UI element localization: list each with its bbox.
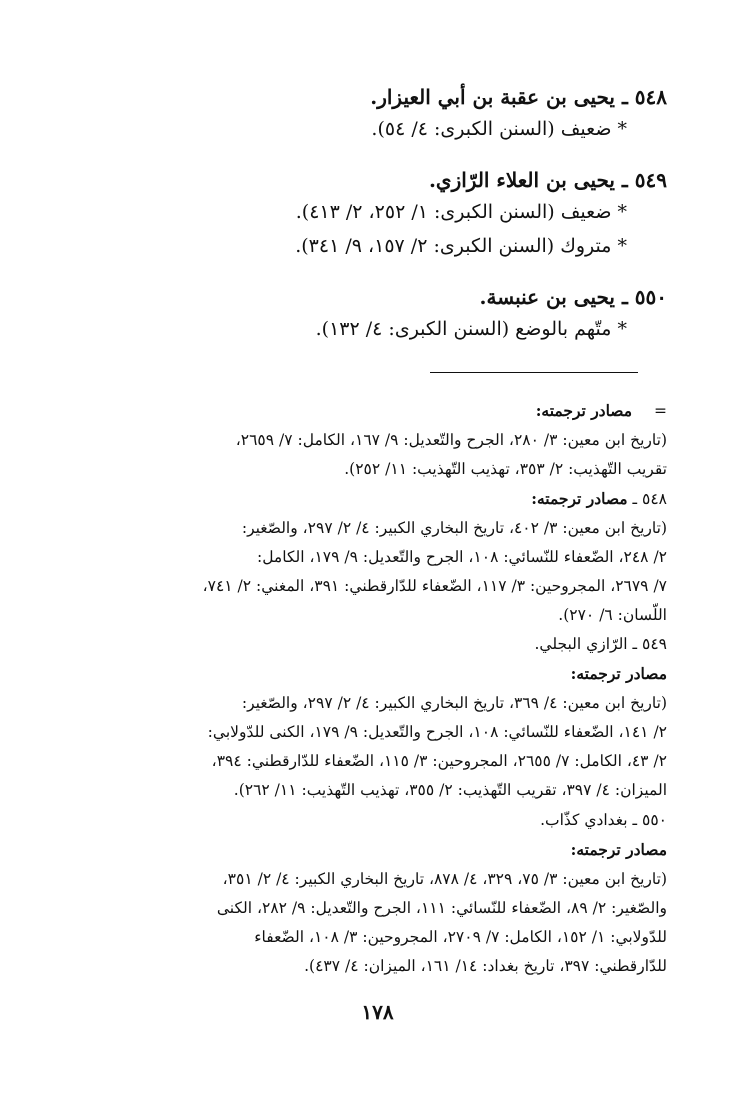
footnote-subtitle: الرّازي البجلي. — [534, 635, 628, 653]
footnote-line: للدّارقطني: ٣٩٧، تاريخ بغداد: ١٤/ ١٦١، الميزان: ٤/ ٤٣٧). — [304, 957, 667, 975]
entry-line: * متّهم بالوضع (السنن الكبرى: ٤/ ١٣٢). — [315, 318, 627, 340]
footnote-marker: ٥٥٠ ـ — [632, 811, 667, 829]
entry-title: ٥٥٠ ـ يحيى بن عنبسة. — [479, 285, 667, 309]
footnote-line: ٧/ ٢٦٧٩، المجروحين: ٣/ ١١٧، الضّعفاء للدّارقطني: ٣٩١، المغني: ٢/ ٧٤١، — [202, 577, 667, 595]
footnote-head: مصادر ترجمته: — [535, 401, 633, 420]
entry-title: ٥٤٩ ـ يحيى بن العلاء الرّازي. — [428, 168, 667, 192]
footnote-549 — [76, 630, 667, 805]
footnote-divider — [430, 372, 638, 373]
footnote-line: للدّولابي: ١/ ١٥٢، الكامل: ٧/ ٢٧٠٩، المجروحين: ٣/ ١٠٨، الضّعفاء — [254, 928, 667, 946]
footnote-line: (تاريخ ابن معين: ٣/ ٢٨٠، الجرح والتّعديل: ٩/ ١٦٧، الكامل: ٧/ ٢٦٥٩، — [235, 431, 667, 449]
footnote-548 — [76, 484, 667, 630]
footnote-line: ٢/ ٤٣، الكامل: ٧/ ٢٦٥٥، المجروحين: ٣/ ١١٥، الضّعفاء للدّارقطني: ٣٩٤، — [211, 752, 667, 770]
footnote-line: والصّغير: ٢/ ٨٩، الضّعفاء للنّسائي: ١١١، الجرح والتّعديل: ٩/ ٢٨٢، الكنى — [216, 899, 667, 917]
footnote-550 — [76, 806, 667, 981]
footnote-head: مصادر ترجمته: — [570, 664, 667, 683]
footnote-line: تقريب التّهذيب: ٢/ ٣٥٣، تهذيب التّهذيب: ١١/ ٢٥٢). — [344, 460, 667, 478]
page-number: ١٧٨ — [361, 1000, 394, 1024]
entry-line: * ضعيف (السنن الكبرى: ٤/ ٥٤). — [371, 118, 627, 140]
footnote-line: (تاريخ ابن معين: ٤/ ٣٦٩، تاريخ البخاري الكبير: ٤/ ٢/ ٢٩٧، والصّغير: — [241, 694, 667, 712]
entry-line: * متروك (السنن الكبرى: ٢/ ١٥٧، ٩/ ٣٤١). — [295, 235, 627, 257]
footnote-continuation — [76, 396, 667, 484]
footnote-head: مصادر ترجمته: — [570, 840, 667, 859]
footnote-marker: = — [654, 402, 667, 420]
footnote-subtitle: بغدادي كذّاب. — [540, 811, 628, 829]
footnote-line: ٢/ ٢٤٨، الضّعفاء للنّسائي: ١٠٨، الجرح والتّعديل: ٩/ ١٧٩، الكامل: — [256, 548, 667, 566]
footnote-line: (تاريخ ابن معين: ٣/ ٤٠٢، تاريخ البخاري الكبير: ٤/ ٢/ ٢٩٧، والصّغير: — [241, 519, 667, 537]
footnote-head: مصادر ترجمته: — [531, 489, 628, 508]
footnote-marker: ٥٤٨ ـ — [632, 490, 667, 508]
entry-549 — [40, 165, 667, 263]
footnote-line: (تاريخ ابن معين: ٣/ ٧٥، ٣٢٩، ٤/ ٨٧٨، تاريخ البخاري الكبير: ٤/ ٢/ ٣٥١، — [222, 870, 667, 888]
entry-line: * ضعيف (السنن الكبرى: ١/ ٢٥٢، ٢/ ٤١٣). — [295, 201, 627, 223]
entry-548 — [40, 82, 667, 146]
footnote-line: اللّسان: ٦/ ٢٧٠). — [558, 606, 667, 624]
footnote-marker: ٥٤٩ ـ — [632, 635, 667, 653]
footnote-line: ٢/ ١٤١، الضّعفاء للنّسائي: ١٠٨، الجرح والتّعديل: ٩/ ١٧٩، الكنى للدّولابي: — [207, 723, 667, 741]
entry-550 — [40, 282, 667, 346]
footnote-line: الميزان: ٤/ ٣٩٧، تقريب التّهذيب: ٢/ ٣٥٥، تهذيب التّهذيب: ١١/ ٢٦٢). — [233, 781, 667, 799]
entry-title: ٥٤٨ ـ يحيى بن عقبة بن أبي العيزار. — [370, 85, 667, 109]
